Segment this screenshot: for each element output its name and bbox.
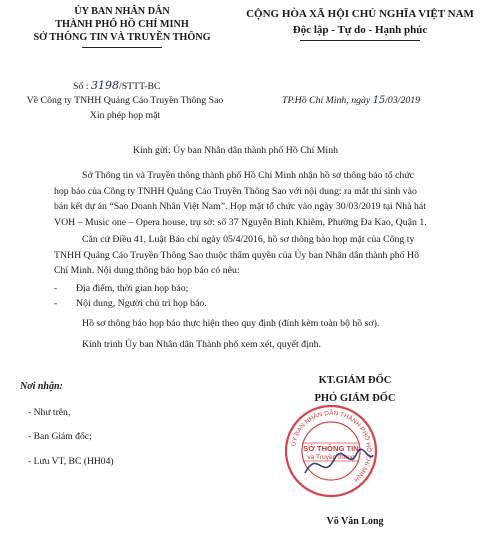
body-p2-line: TNHH Quảng Cáo Truyền Thông Sao thuộc thẩm quyền của Ủy ban Nhân dân thành phố Hồ [54, 249, 419, 261]
stamp-inner-line1: SỞ THÔNG TIN [303, 444, 359, 453]
body-paragraph-3: Hồ sơ thông báo họp báo thực hiện theo quy định (đính kèm toàn bộ hồ sơ). [82, 318, 380, 329]
body-paragraph-4: Kính trình Ủy ban Nhân dân Thành phố xem xét, quyết định. [82, 339, 321, 350]
header-left-line2: THÀNH PHỐ HỒ CHÍ MINH [55, 19, 189, 30]
doc-number-prefix: Số : [73, 81, 89, 92]
stamp-inner-line2: và Truyền thông [307, 454, 355, 461]
subject-line1: Về Công ty TNHH Quảng Cáo Truyền Thông Sao [26, 95, 224, 106]
header-right-underline [300, 40, 420, 41]
doc-number-suffix: /STTT-BC [118, 81, 161, 92]
body-paragraph-2 [54, 232, 454, 279]
recipient-item: - Như trên, [28, 407, 71, 418]
bullet-item: - Nội dung, Người chủ trì họp báo. [54, 298, 207, 309]
subject-line2: Xin phép họp mặt [89, 110, 161, 121]
date-prefix: TP.Hồ Chí Minh, ngày [282, 95, 371, 106]
date-suffix: /03/2019 [385, 95, 421, 106]
recipient-item: - Ban Giám đốc; [28, 431, 92, 442]
stamp-ring-text: ỦY BAN NHÂN DÂN THÀNH PHỐ HỒ CHÍ MINH [290, 409, 373, 483]
body-p2-line: Căn cứ Điều 41, Luật Báo chí ngày 05/4/2016, hồ sơ thông báo họp mặt của Công ty [82, 234, 415, 245]
official-stamp [283, 403, 379, 499]
doc-number-handwritten: 3198 [90, 79, 119, 92]
recipient-item: - Lưu VT, BC (HH04) [28, 456, 114, 467]
body-p2-line: Chí Minh. Nội dung thông báo họp báo có nêu: [54, 265, 240, 276]
document-date [282, 93, 420, 109]
header-right-line2: Độc lập - Tự do - Hạnh phúc [292, 24, 428, 36]
body-p1-line: VOH – Music one – Opera house, trụ sở: số 37 Nguyễn Bỉnh Khiêm, Phường Đa Kao, Quận 1. [54, 216, 427, 228]
bullet-item: - Địa điểm, thời gian họp báo; [54, 283, 189, 294]
body-p1-line: họp báo của Công ty TNHH Quảng Cáo Truyền Thông Sao với nội dung: ra mắt thí sinh vào [54, 185, 417, 197]
header-left-line3: SỞ THÔNG TIN VÀ TRUYỀN THÔNG [33, 32, 211, 43]
body-p1-line: bán kết dự án “Sao Doanh Nhân Việt Nam”. Họp mặt tổ chức vào ngày 30/03/2019 tại Nhà hát [54, 201, 426, 212]
header-left-underline [82, 47, 162, 48]
date-handwritten: 15 [372, 95, 386, 106]
greeting: Kính gửi: Ủy ban Nhân dân thành phố Hồ Chí Minh [133, 145, 339, 156]
signature-title-2: PHÓ GIÁM ĐỐC [314, 393, 396, 404]
header-right-line1: CỘNG HÒA XÃ HỘI CHỦ NGHĨA VIỆT NAM [246, 8, 474, 20]
signature-title-1: KT.GIÁM ĐỐC [318, 375, 392, 386]
body-paragraph-1 [54, 168, 454, 230]
bullet-text: Địa điểm, thời gian họp báo; [76, 283, 189, 294]
signer-name: Võ Văn Long [326, 516, 384, 527]
bullet-text: Nội dung, Người chủ trì họp báo. [76, 298, 207, 309]
recipients-title: Nơi nhận: [20, 381, 63, 392]
body-p1-line: Sở Thông tin và Truyền thông thành phố Hồ Chí Minh nhận hồ sơ thông báo tổ chức [82, 170, 414, 181]
header-left-line1: ỦY BAN NHÂN DÂN [74, 6, 170, 17]
